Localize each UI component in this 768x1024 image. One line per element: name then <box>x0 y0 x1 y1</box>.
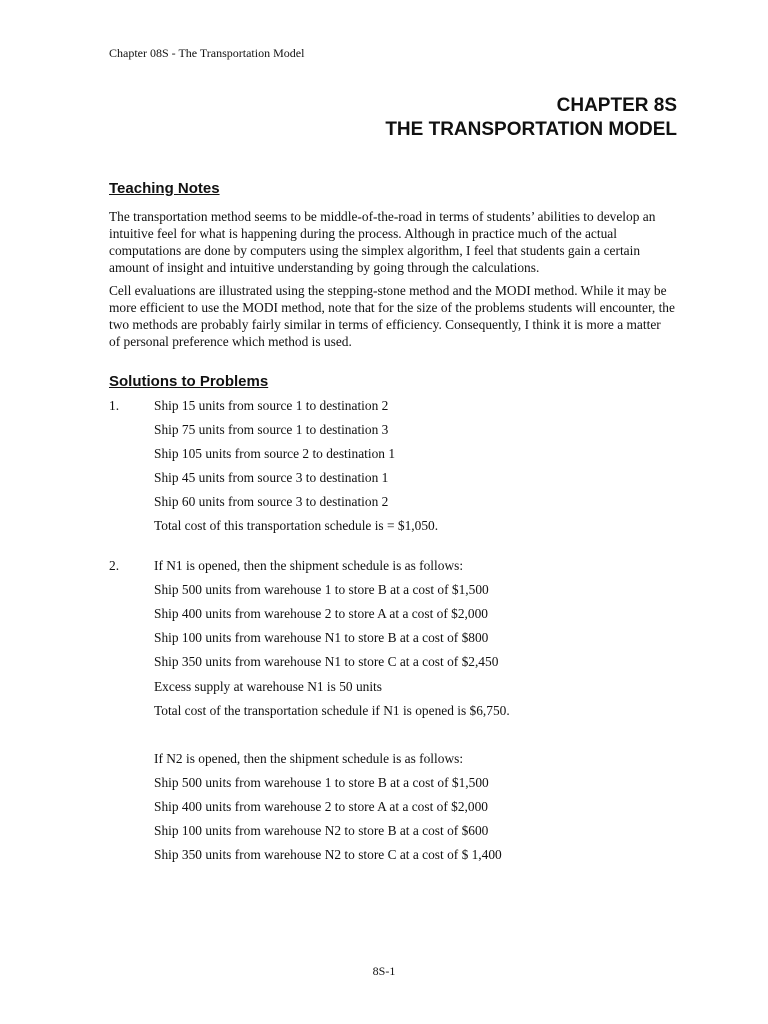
problem-1-line: Ship 15 units from source 1 to destination 2 <box>154 398 389 413</box>
problem-1-total: Total cost of this transportation schedule is = $1,050. <box>154 518 439 533</box>
problem-2-line: Excess supply at warehouse N1 is 50 units <box>154 679 382 694</box>
problem-2-line: Ship 500 units from warehouse 1 to store B at a cost of $1,500 <box>154 775 489 790</box>
problem-2-line: Ship 400 units from warehouse 2 to store A at a cost of $2,000 <box>154 606 488 621</box>
solutions-heading: Solutions to Problems <box>109 373 269 390</box>
teaching-notes-paragraph-1: The transportation method seems to be middle-of-the-road in terms of students’ abilities to develop an intuitive feel for what is happening during the process. Although in practice much of the actual computations are done by computers using the simplex algorithm, I feel that students gain a certain amount of insight and intuitive understanding by going through the calculations. <box>109 209 656 275</box>
problem-2-line: Ship 500 units from warehouse 1 to store B at a cost of $1,500 <box>154 582 489 597</box>
problem-1-line: Ship 105 units from source 2 to destination 1 <box>154 446 396 461</box>
problem-2-line: Ship 350 units from warehouse N2 to store C at a cost of $ 1,400 <box>154 847 502 862</box>
problem-1-line: Ship 75 units from source 1 to destination 3 <box>154 422 389 437</box>
problem-2-line: Ship 400 units from warehouse 2 to store A at a cost of $2,000 <box>154 799 488 814</box>
problem-2-total: Total cost of the transportation schedule if N1 is opened is $6,750. <box>154 703 510 718</box>
problem-2-line: Ship 100 units from warehouse N1 to store B at a cost of $800 <box>154 630 489 645</box>
running-header: Chapter 08S - The Transportation Model <box>109 46 305 60</box>
problem-1-line: Ship 60 units from source 3 to destination 2 <box>154 494 389 509</box>
problem-2-number: 2. <box>109 558 120 573</box>
problem-2-line: Ship 100 units from warehouse N2 to store B at a cost of $600 <box>154 823 489 838</box>
problem-1-number: 1. <box>109 398 120 413</box>
problem-2-line: If N1 is opened, then the shipment schedule is as follows: <box>154 558 464 573</box>
chapter-name: THE TRANSPORTATION MODEL <box>385 119 677 140</box>
page-number: 8S-1 <box>372 964 396 978</box>
chapter-number: CHAPTER 8S <box>556 95 677 116</box>
problem-2-line: Ship 350 units from warehouse N1 to store C at a cost of $2,450 <box>154 654 499 669</box>
chapter-title <box>385 94 677 142</box>
teaching-notes-heading: Teaching Notes <box>109 180 220 197</box>
teaching-notes-paragraph-2: Cell evaluations are illustrated using the stepping-stone method and the MODI method. While it may be more efficient to use the MODI method, note that for the size of the problems students will encounter, the two methods are probably fairly similar in terms of efficiency. Consequently, I think it is more a matter of personal preference which method is used. <box>109 283 675 349</box>
problem-2-line: If N2 is opened, then the shipment schedule is as follows: <box>154 751 464 766</box>
problem-1-line: Ship 45 units from source 3 to destination 1 <box>154 470 389 485</box>
